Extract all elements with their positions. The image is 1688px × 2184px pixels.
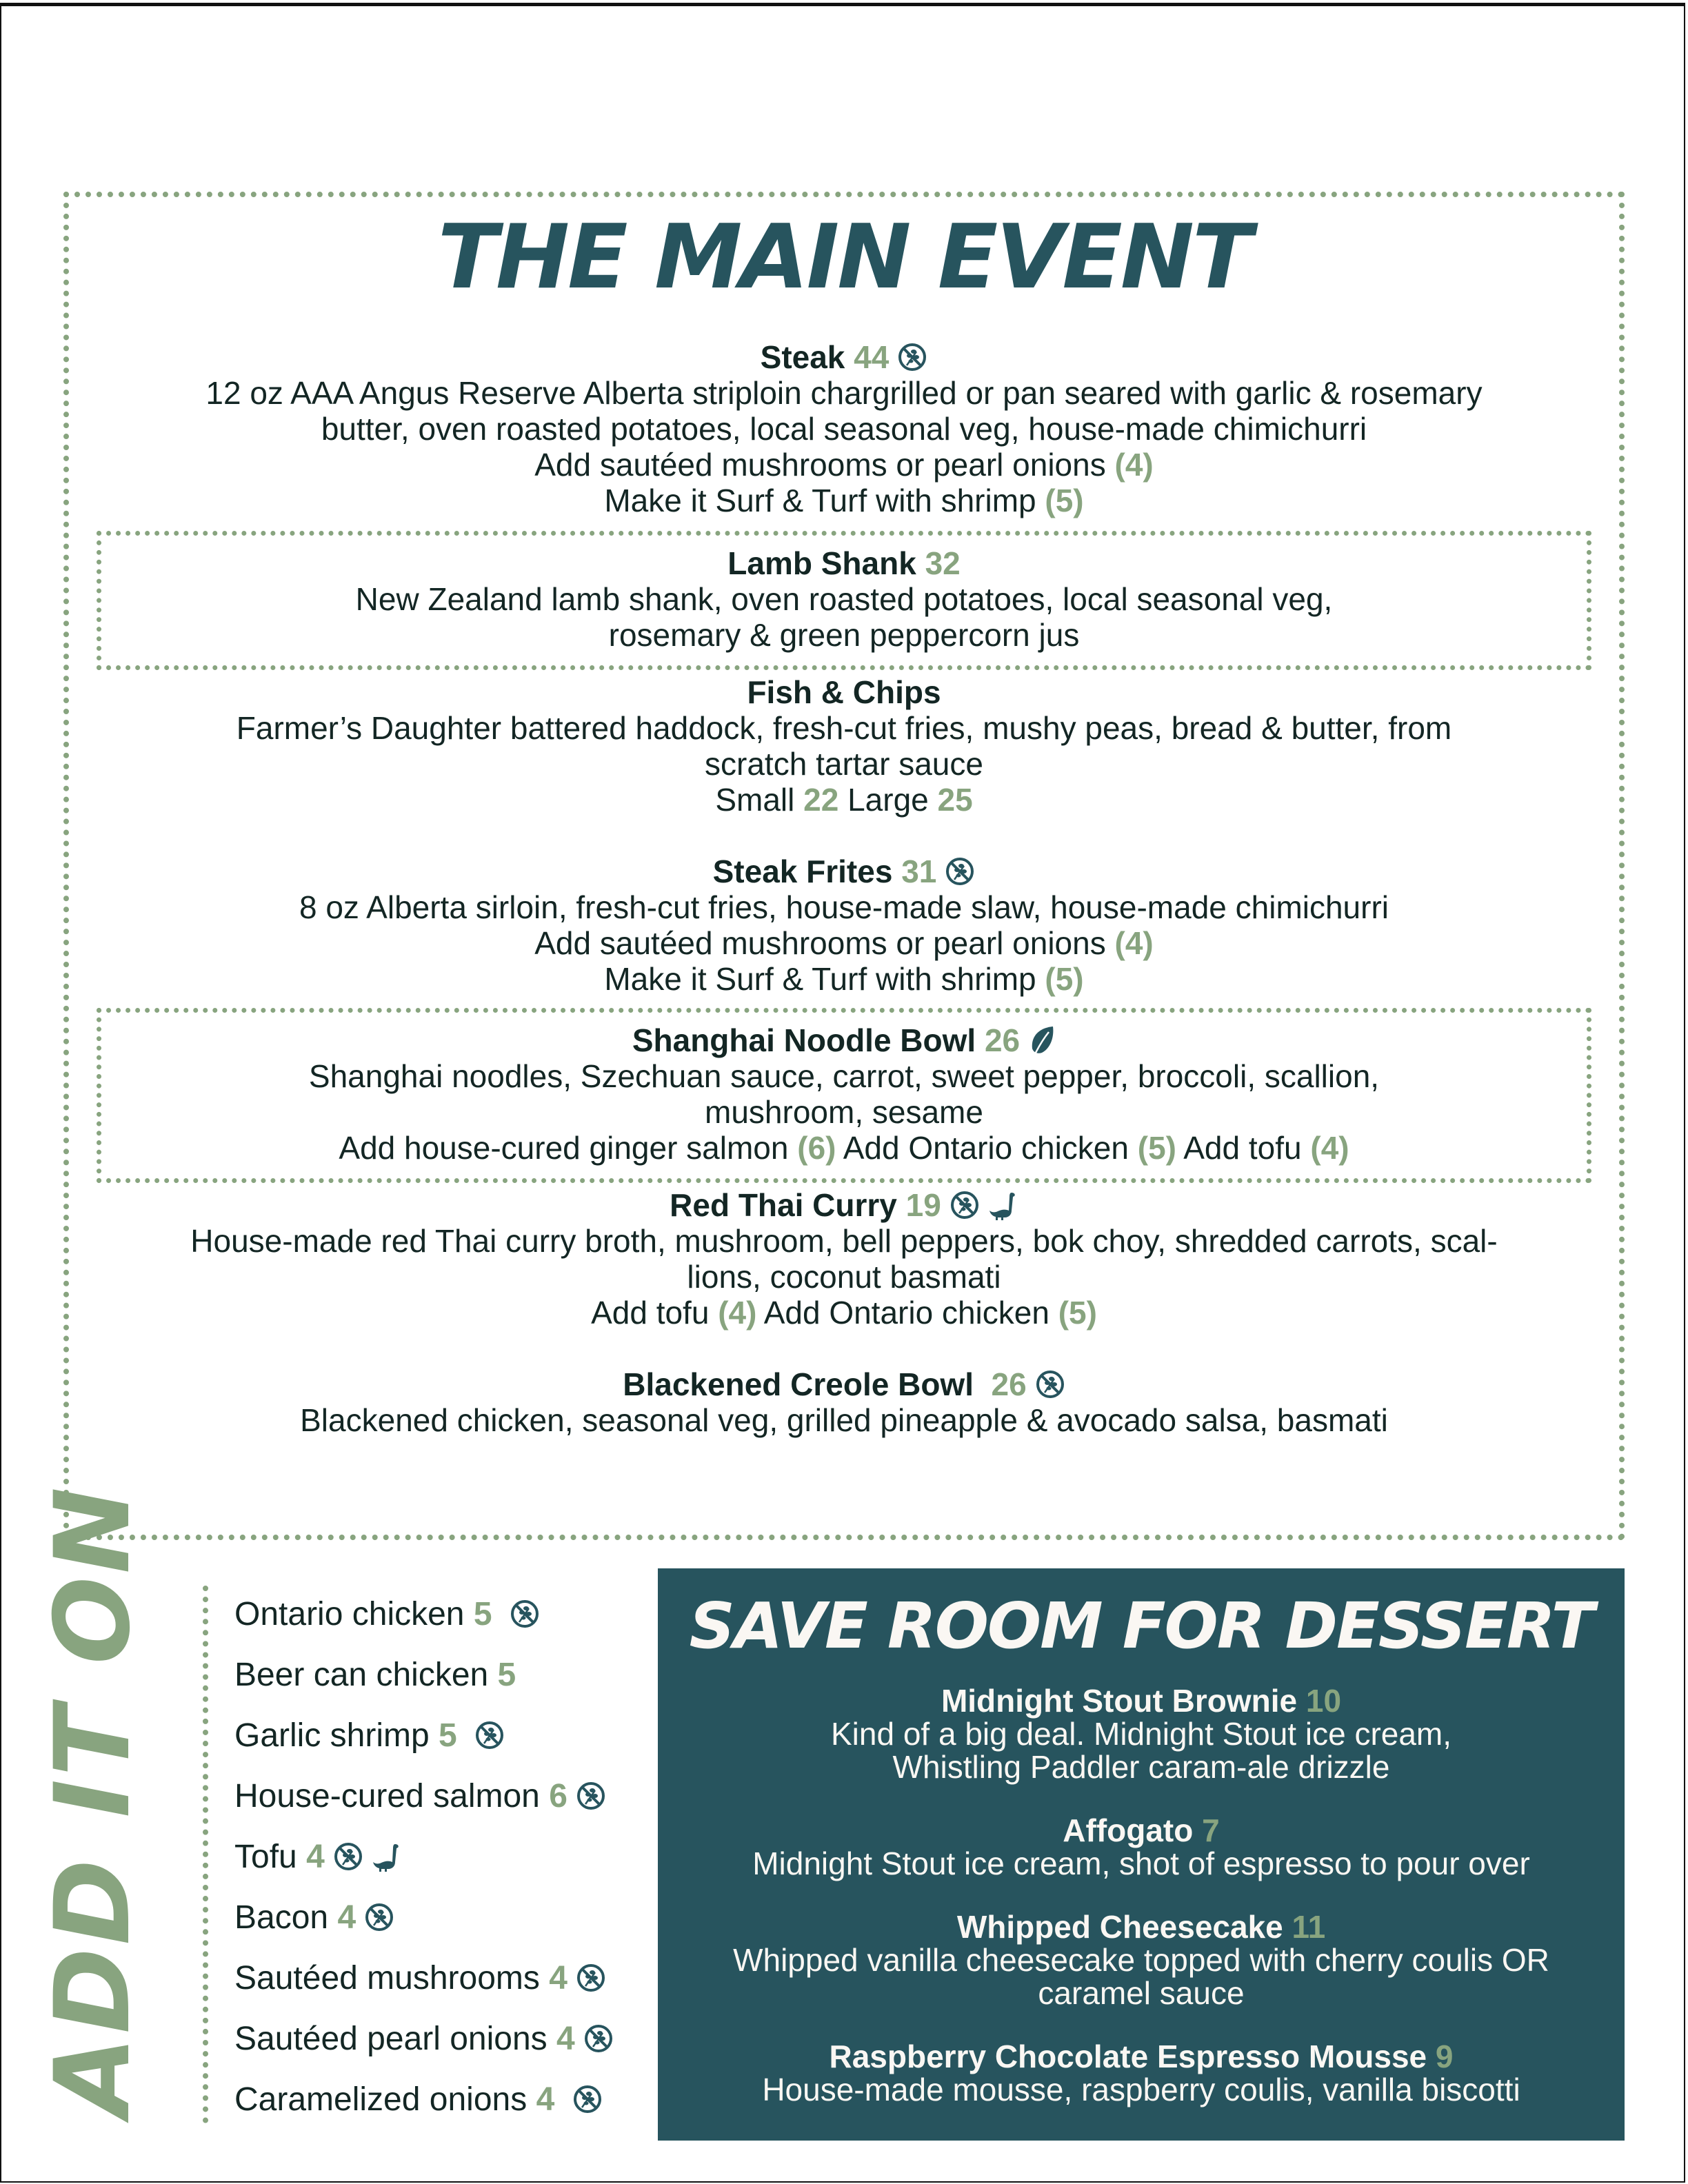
addon-item: Sautéed mushrooms 4 [234,1957,614,2017]
dessert-item: Raspberry Chocolate Espresso Mousse 9 House-made mousse, raspberry coulis, vanilla biscotti [762,2039,1520,2107]
menu-item-blackened-creole-bowl [69,1366,1619,1438]
item-price: 26 [991,1366,1027,1402]
menu-item-steak-frites [69,853,1619,997]
addon-item: Tofu 4 [234,1835,614,1896]
dinosaur-icon [372,1841,402,1872]
item-extras: Add house-cured ginger salmon (6) Add Ontario chicken (5) Add tofu (4) [339,1130,1349,1166]
item-price: 26 [984,1022,1021,1058]
item-price: 44 [854,339,890,375]
item-description: mushroom, sesame [705,1094,983,1130]
addon-item: Beer can chicken 5 [234,1657,516,1693]
addon-item: House-cured salmon 6 [234,1775,614,1835]
main-event-items [69,339,1619,1438]
gluten-free-icon [364,1902,394,1932]
add-it-on-divider [203,1586,208,2123]
menu-item-red-thai-curry [69,1187,1619,1331]
dessert-item: Midnight Stout Brownie 10 Kind of a big deal. Midnight Stout ice cream, Whistling Paddler caram-ale drizzle [830,1683,1452,1785]
dessert-item: Whipped Cheesecake 11 Whipped vanilla cheesecake topped with cherry coulis OR caramel sauce [733,1909,1549,2011]
gluten-free-icon [1035,1369,1065,1399]
item-description: Farmer’s Daughter battered haddock, fresh-cut fries, mushy peas, bread & butter, from [236,710,1452,746]
gluten-free-icon [945,856,975,887]
addon-item: Ontario chicken 5 [234,1593,614,1653]
main-event-title: THE MAIN EVENT [437,206,1251,309]
item-description: 12 oz AAA Angus Reserve Alberta striploin chargrilled or pan seared with garlic & rosemary [205,375,1483,411]
addon-item: Bacon 4 [234,1896,614,1957]
vegan-leaf-icon [1028,1025,1056,1055]
item-extra: Make it Surf & Turf with shrimp (5) [604,961,1084,997]
menu-item-steak [69,339,1619,518]
item-description: 8 oz Alberta sirloin, fresh-cut fries, house-made slaw, house-made chimichurri [299,889,1389,925]
item-description: rosemary & green peppercorn jus [608,617,1080,653]
gluten-free-icon [897,342,927,372]
gluten-free-icon [950,1190,980,1220]
item-name: Red Thai Curry [670,1187,897,1223]
add-it-on-list [234,1593,614,2138]
item-description: New Zealand lamb shank, oven roasted potatoes, local seasonal veg, [355,581,1333,617]
item-extras: Add tofu (4) Add Ontario chicken (5) [591,1295,1097,1331]
item-name: Steak Frites [712,853,893,889]
item-name: Lamb Shank [727,545,916,581]
gluten-free-icon [576,1963,606,1993]
gluten-free-icon [333,1841,363,1872]
gluten-free-icon [474,1720,505,1750]
dessert-title: SAVE ROOM FOR DESSERT [689,1589,1594,1663]
add-it-on-title: ADD IT ON [33,1484,153,2116]
item-description: Blackened chicken, seasonal veg, grilled pineapple & avocado salsa, basmati [300,1402,1388,1438]
gluten-free-icon [510,1599,540,1629]
gluten-free-icon [572,2084,603,2114]
item-description: lions, coconut basmati [687,1259,1001,1295]
addon-item: Garlic shrimp 5 [234,1714,614,1775]
addon-item: Sautéed pearl onions 4 [234,2017,614,2078]
item-price: 32 [925,545,961,581]
menu-item-lamb-shank [97,531,1591,670]
menu-item-shanghai-noodle-bowl [97,1008,1591,1183]
dessert-panel [658,1568,1625,2141]
item-name: Steak [760,339,845,375]
dessert-item: Affogato 7 Midnight Stout ice cream, shot of espresso to pour over [752,1812,1530,1881]
gluten-free-icon [583,2023,614,2054]
item-sizes: Small 22 Large 25 [715,782,973,818]
item-name: Fish & Chips [747,674,941,710]
item-description: Shanghai noodles, Szechuan sauce, carrot, sweet pepper, broccoli, scallion, [308,1058,1380,1094]
item-name: Blackened Creole Bowl [623,1366,974,1402]
addon-item: Caramelized onions 4 [234,2078,614,2138]
item-price: 31 [901,853,937,889]
menu-item-fish-and-chips [69,674,1619,818]
item-extra: Make it Surf & Turf with shrimp (5) [604,483,1084,518]
dinosaur-icon [988,1190,1018,1220]
item-extra: Add sautéed mushrooms or pearl onions (4) [534,447,1154,483]
item-description: butter, oven roasted potatoes, local seasonal veg, house-made chimichurri [321,411,1367,447]
item-price: 19 [905,1187,941,1223]
item-description: House-made red Thai curry broth, mushroom, bell peppers, bok choy, shredded carrots, scal- [190,1223,1498,1259]
item-description: scratch tartar sauce [705,746,983,782]
item-extra: Add sautéed mushrooms or pearl onions (4) [534,925,1154,961]
gluten-free-icon [576,1781,606,1811]
item-name: Shanghai Noodle Bowl [632,1022,976,1058]
